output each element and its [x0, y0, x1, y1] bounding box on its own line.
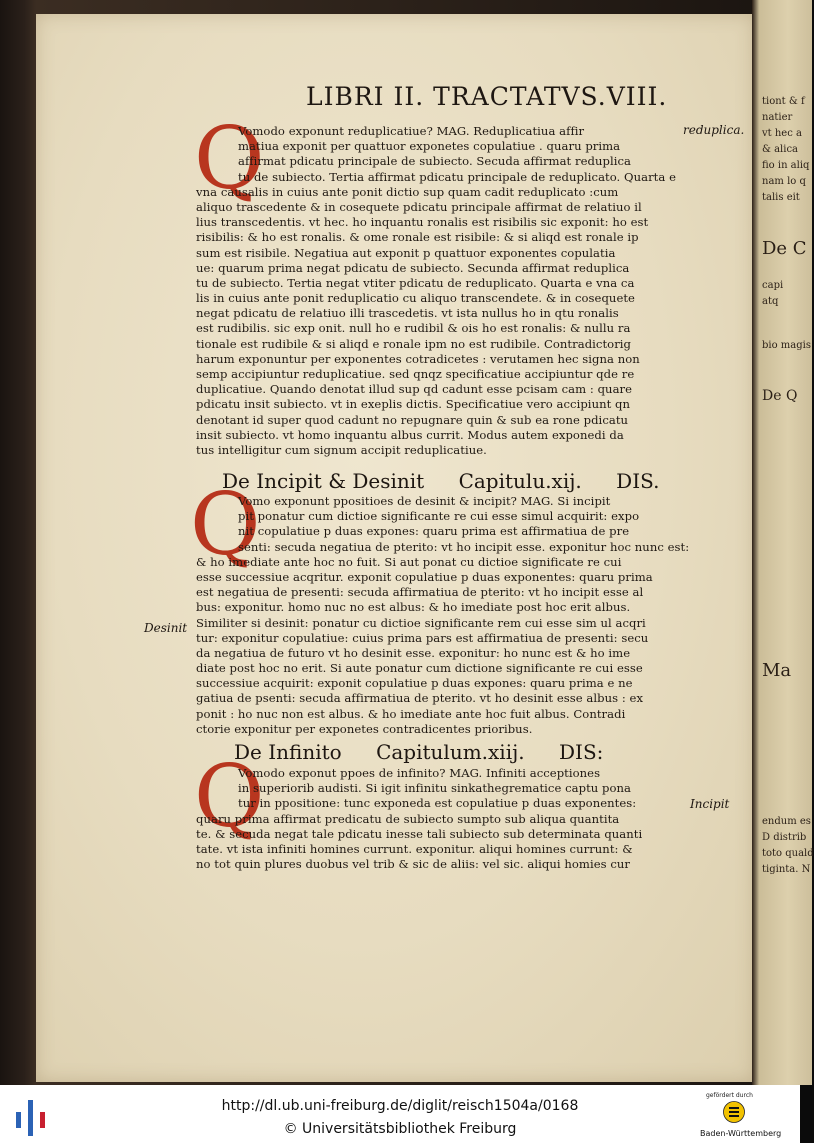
text-line: tur: exponitur copulatiue: cuius prima pars est affirmatiua de presenti: secu [196, 630, 649, 645]
text-line: tate. vt ista infiniti homines currunt. exponitur. aliqui homines currunt: & [196, 841, 633, 856]
funded-by-label: gefördert durch [706, 1092, 753, 1099]
margin-note: reduplica. [683, 123, 745, 137]
margin-note: Incipit [690, 797, 730, 811]
text-line: esse successiue acqritur. exponit copulatiue p duas exponentes: quaru prima [196, 569, 653, 584]
text-line: Vomodo exponunt reduplicatiue? MAG. Reduplicatiua affir [238, 124, 585, 138]
text-line: lius transcedentis. vt hec. ho inquantu ronalis est risibilis sic exponit: ho est [196, 215, 649, 230]
red-initial: Q [190, 475, 261, 575]
text-line: in superiorib audisti. Si igit infinitu sinkathegrematice captu pona [238, 781, 632, 796]
text-line: tu de subiecto. Tertia negat vtiter pdicatu de reduplicato. Quarta e vna ca [196, 275, 635, 290]
margin-note: Desinit [144, 621, 188, 635]
text-line: negat pdicatu de relatiuo illi trascedetis. vt ista nullus ho in qtu ronalis [196, 306, 619, 321]
funder-label: Baden-Württemberg [700, 1129, 782, 1138]
right-page-fragment: capi [762, 280, 784, 291]
right-page-fragment: De C [762, 238, 807, 259]
text-line: pit ponatur cum dictioe significante re cui esse simul acquirit: expo [238, 509, 640, 524]
right-page-fragment: talis eit [762, 192, 800, 203]
text-line: aliquo trascedente & in cosequete pdicatu principale affirmat de relatiuo il [196, 199, 642, 214]
text-line: ponit : ho nuc non est albus. & ho imediate ante hoc fuit albus. Contradi [196, 706, 626, 721]
text-line: & ho imediate ante hoc no fuit. Si aut ponat cu dictioe significate re cui [196, 554, 622, 569]
text-line: tionale est rudibile & si aliqd e ronale ipm no est rudibile. Contradictorig [196, 336, 632, 351]
text-line: Similiter si desinit: ponatur cu dictioe significante rem cui esse sim ul acqri [196, 615, 646, 630]
section-incipit-desinit [196, 494, 689, 737]
text-line: Vomodo exponut ppoes de infinito? MAG. Infiniti acceptiones [238, 766, 601, 780]
text-line: da negatiua de futuro vt ho desinit esse. exponitur: ho nunc est & ho ime [196, 645, 631, 660]
text-line: affirmat pdicatu principale de subiecto. Secuda affirmat reduplica [238, 154, 631, 169]
text-line: senti: secuda negatiua de pterito: vt ho incipit esse. exponitur hoc nunc est: [238, 539, 690, 554]
text-line: risibilis: & ho est ronalis. & ome ronale est risibile: & si aliqd est ronale ip [196, 230, 639, 245]
right-page-fragment: tiginta. N [762, 864, 811, 875]
text-line: est negatiua de presenti: secuda affirmatiua de pterito: vt ho incipit esse al [196, 585, 644, 600]
text-line: tur in ppositione: tunc exponeda est copulatiue p duas exponentes: [238, 796, 637, 811]
text-line: ue: quarum prima negat pdicatu de subiecto. Secunda affirmat reduplica [196, 260, 630, 275]
text-line: insit subiecto. vt homo inquantu albus currit. Modus autem exponedi da [196, 427, 624, 442]
chapter-heading [234, 740, 631, 764]
chapter-heading [222, 469, 687, 493]
chapter-title: De Incipit & Desinit [222, 469, 425, 493]
chapter-number: Capitulum.xiij. [376, 740, 525, 764]
text-line: pdicatu insit subiecto. vt in exeplis dictis. Specificatiue vero accipiunt qn [196, 397, 631, 412]
right-page-fragment: & alica [762, 144, 799, 155]
text-line: gatiua de psenti: secuda affirmatiua de pterito. vt ho desinit esse albus : ex [196, 691, 644, 706]
text-line: vna causalis in cuius ante ponit dictio sup quam cadit reduplicato :cum [196, 184, 619, 199]
right-page-fragment: vt hec a [762, 128, 802, 139]
red-initial: Q [194, 747, 265, 847]
copyright-notice: © Universitätsbibliothek Freiburg [283, 1121, 517, 1137]
right-page-fragment: natier [762, 112, 793, 123]
chapter-number: Capitulu.xij. [458, 469, 582, 493]
right-page-fragment: nam lo q [762, 176, 806, 187]
text-line: duplicatiue. Quando denotat illud sup qd cadunt esse pcisam cam : quare [196, 382, 633, 397]
chapter-title: De Infinito [234, 740, 342, 764]
text-line: lis in cuius ante ponit reduplicatio cu aliquo transcendete. & in cosequete [196, 291, 635, 306]
text-line: ctorie exponitur per exponetes contradicentes prioribus. [196, 721, 533, 736]
text-line: matiua exponit per quattuor exponetes copulatiue . quaru prima [238, 139, 621, 154]
text-line: tu de subiecto. Tertia affirmat pdicatu principale de reduplicato. Quarta e [238, 169, 676, 184]
right-page-fragment: tiont & f [762, 96, 805, 107]
speaker-label: DIS. [616, 469, 660, 493]
text-line: te. & secuda negat tale pdicatu inesse tali subiecto sub determinata quanti [196, 826, 643, 841]
text-line: est rudibilis. sic exp onit. null ho e rudibil & ois ho est ronalis: & nullu ra [196, 321, 631, 336]
text-line: semp accipiuntur reduplicatiue. sed qnqz specificatiue accipiuntur qde re [196, 367, 635, 381]
text-line: denotant id super quod cadunt no repugnare quin & sub ea rone pdicatu [196, 412, 629, 427]
speaker-label: DIS: [559, 740, 604, 764]
text-line: Vomo exponunt ppositioes de desinit & incipit? MAG. Si incipit [238, 494, 611, 508]
text-line: successiue acquirit: exponit copulatiue p duas expones: quaru prima e ne [196, 676, 633, 691]
text-line: tus intelligitur cum signum accipit reduplicatiue. [196, 442, 487, 457]
right-page-fragment: fio in aliq [762, 160, 810, 171]
right-page-fragment: D distrib [762, 832, 807, 843]
text-line: nit copulatiue p duas expones: quaru prima est affirmatiua de pre [238, 524, 630, 539]
permalink-url[interactable]: http://dl.ub.uni-freiburg.de/diglit/reisch1504a/0168 [221, 1098, 579, 1114]
right-page-fragment: Ma [762, 660, 792, 681]
text-line: harum exponuntur per exponentes cotradicetes : verutamen hec signa non [196, 351, 640, 366]
text-line: bus: exponitur. homo nuc no est albus: & ho imediate post hoc erit albus. [196, 600, 631, 615]
section-reduplicatiue [196, 124, 676, 458]
text-line: sum est risibile. Negatiua aut exponit p quattuor exponentes copulatia [196, 245, 616, 260]
running-title: LIBRI II. TRACTATVS.VIII. [306, 82, 668, 111]
right-page-fragment: atq [762, 296, 779, 307]
text-line: quaru prima affirmat predicatu de subiecto sumpto sub aliqua quantita [196, 811, 620, 826]
right-page-fragment: endum es [762, 816, 811, 827]
text-line: no tot quin plures duobus vel trib & sic de aliis: vel sic. aliqui homies cur [196, 857, 631, 872]
right-page-fragment: De Q [762, 388, 798, 404]
red-initial: Q [194, 109, 265, 209]
right-page-fragment: toto quald [762, 848, 814, 859]
right-page-fragment: bio magis [762, 340, 811, 351]
section-infinito [196, 766, 642, 872]
coat-of-arms-icon [723, 1101, 745, 1123]
text-line: diate post hoc no erit. Si aute ponatur cum dictione significante re cui esse [196, 661, 643, 676]
